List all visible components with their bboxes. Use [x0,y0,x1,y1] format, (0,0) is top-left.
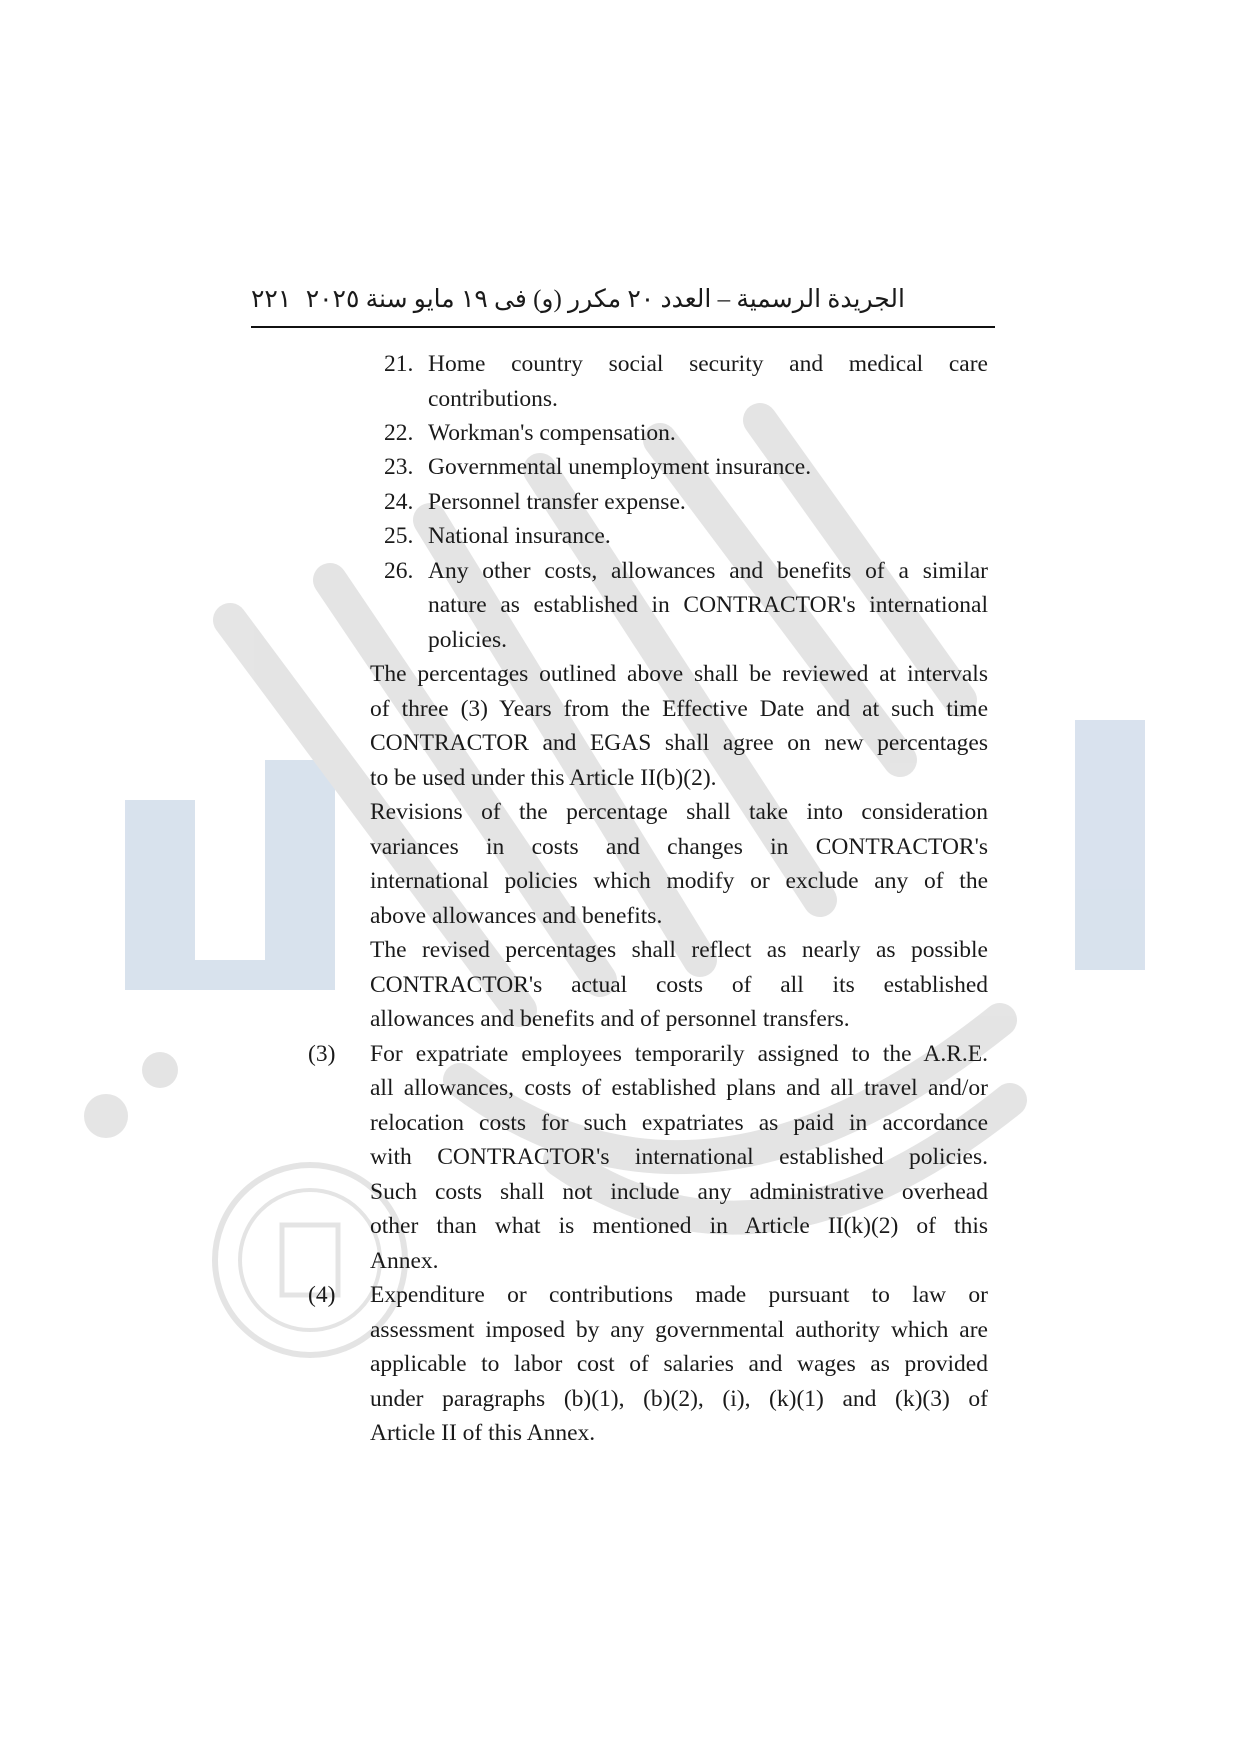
list-number: 23. [384,454,414,480]
list-number: 22. [384,420,414,446]
list-item-line: contributions. [428,386,558,412]
clause-line: assessment imposed by any governmental authority which are [370,1317,988,1343]
list-item-line: Governmental unemployment insurance. [428,454,812,480]
paragraph-line: The revised percentages shall reflect as nearly as possible [370,937,988,963]
list-number: 21. [384,351,414,377]
paragraph-line: to be used under this Article II(b)(2). [370,765,717,791]
list-item-line: Personnel transfer expense. [428,489,686,515]
list-item-line: nature as established in CONTRACTOR's international [428,592,988,618]
list-item-line: Any other costs, allowances and benefits of a similar [428,558,988,584]
watermark-blue-base [125,960,335,990]
paragraph-line: CONTRACTOR and EGAS shall agree on new percentages [370,730,988,756]
watermark-dot [84,1094,128,1138]
paragraph-line: Revisions of the percentage shall take into consideration [370,799,988,825]
list-number: 26. [384,558,414,584]
clause-number: (3) [308,1041,336,1067]
gazette-title: الجريدة الرسمية – العدد ٢٠ مكرر (و) فى ١٩ مايو سنة ٢٠٢٥ [305,286,905,313]
paragraph-line: allowances and benefits and of personnel transfers. [370,1006,850,1032]
paragraph-line: above allowances and benefits. [370,903,663,929]
clause-line: all allowances, costs of established plans and all travel and/or [370,1075,988,1101]
page-number: ٢٢١ [251,286,292,313]
paragraph-line: variances in costs and changes in CONTRACTOR's [370,834,988,860]
list-number: 25. [384,523,414,549]
clause-line: with CONTRACTOR's international established policies. [370,1144,988,1170]
paragraph-line: of three (3) Years from the Effective Date and at such time [370,696,988,722]
list-item-line: policies. [428,627,507,653]
watermark-blue-bar-mid [265,760,335,980]
paragraph-line: The percentages outlined above shall be reviewed at intervals [370,661,988,687]
clause-number: (4) [308,1282,336,1308]
clause-line: applicable to labor cost of salaries and wages as provided [370,1351,988,1377]
clause-line: Such costs shall not include any administrative overhead [370,1179,988,1205]
paragraph-line: CONTRACTOR's actual costs of all its established [370,972,988,998]
watermark-blue-bar-right [1075,720,1145,970]
watermark-blue-bar-left [125,800,195,980]
paragraph-line: international policies which modify or exclude any of the [370,868,988,894]
list-item-line: National insurance. [428,523,611,549]
clause-line: Annex. [370,1248,439,1274]
list-item-line: Home country social security and medical care [428,351,988,377]
clause-line: under paragraphs (b)(1), (b)(2), (i), (k)(1) and (k)(3) of [370,1386,988,1412]
list-item-line: Workman's compensation. [428,420,676,446]
list-number: 24. [384,489,414,515]
clause-line: other than what is mentioned in Article II(k)(2) of this [370,1213,988,1239]
page-header [251,278,995,328]
clause-line: Expenditure or contributions made pursuant to law or [370,1282,988,1308]
clause-line: For expatriate employees temporarily assigned to the A.R.E. [370,1041,988,1067]
clause-line: Article II of this Annex. [370,1420,596,1446]
clause-line: relocation costs for such expatriates as paid in accordance [370,1110,988,1136]
watermark-dot-2 [142,1052,178,1088]
